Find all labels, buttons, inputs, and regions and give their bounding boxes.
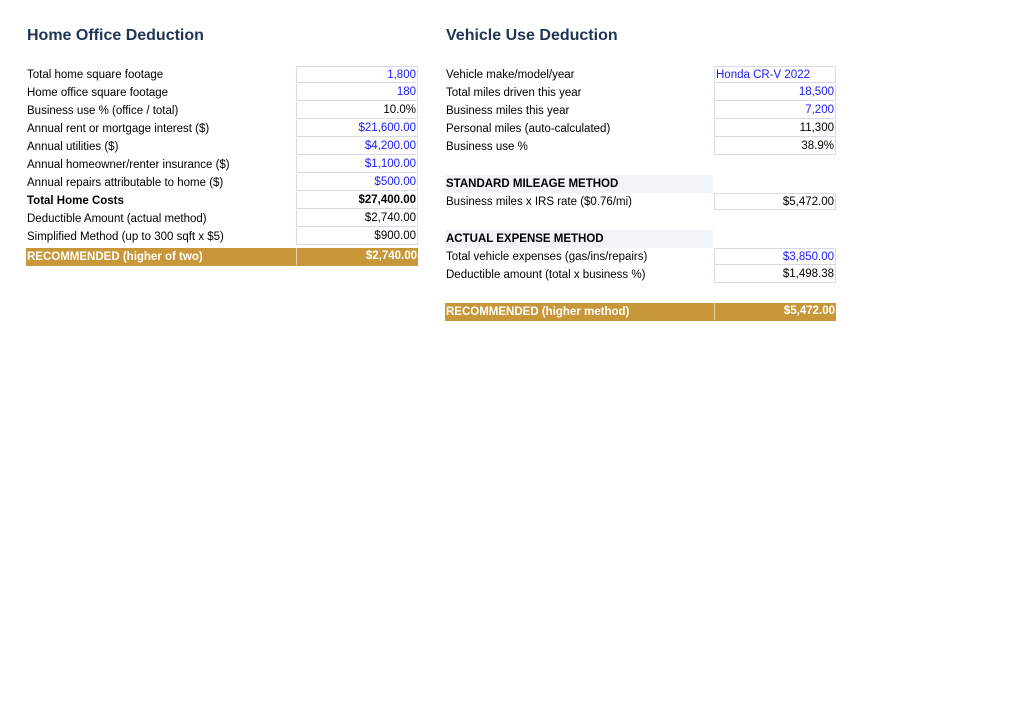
vehicle-recommended-value[interactable]: $5,472.00: [714, 303, 836, 320]
row-label: Simplified Method (up to 300 sqft x $5): [27, 231, 224, 243]
insurance-cell[interactable]: $1,100.00: [296, 156, 418, 173]
row-label: Total vehicle expenses (gas/ins/repairs): [446, 251, 648, 263]
section-header-label: STANDARD MILEAGE METHOD: [445, 175, 713, 193]
row-label: Total miles driven this year: [446, 87, 582, 99]
section-header-label: ACTUAL EXPENSE METHOD: [445, 230, 713, 248]
row-label: Deductible amount (total x business %): [446, 269, 646, 281]
vehicle-business-pct-cell[interactable]: 38.9%: [714, 138, 836, 155]
row-label: Business use % (office / total): [27, 105, 179, 117]
recommended-label: RECOMMENDED (higher method): [446, 306, 630, 318]
business-pct-cell[interactable]: 10.0%: [296, 102, 418, 119]
row-label: Personal miles (auto-calculated): [446, 123, 611, 135]
row-label: Business miles this year: [446, 105, 570, 117]
vehicle-expenses-cell[interactable]: $3,850.00: [714, 248, 836, 265]
row-label: Annual repairs attributable to home ($): [27, 177, 224, 189]
personal-miles-cell[interactable]: 11,300: [714, 120, 836, 137]
utilities-cell[interactable]: $4,200.00: [296, 138, 418, 155]
total-sqft-cell[interactable]: 1,800: [296, 66, 418, 83]
row-label: Annual rent or mortgage interest ($): [27, 123, 210, 135]
row-label: Business miles x IRS rate ($0.76/mi): [446, 196, 632, 208]
deductible-actual-cell[interactable]: $2,740.00: [296, 210, 418, 227]
standard-mileage-cell[interactable]: $5,472.00: [714, 193, 836, 210]
row-label: Deductible Amount (actual method): [27, 213, 207, 225]
row-label: Business use %: [446, 141, 528, 153]
vehicle-model-cell[interactable]: Honda CR-V 2022: [714, 66, 836, 83]
row-label: Total Home Costs: [27, 195, 124, 207]
home-office-title: Home Office Deduction: [27, 27, 204, 44]
office-sqft-cell[interactable]: 180: [296, 84, 418, 101]
home-recommended-value[interactable]: $2,740.00: [296, 248, 418, 265]
business-miles-cell[interactable]: 7,200: [714, 102, 836, 119]
vehicle-title: Vehicle Use Deduction: [446, 27, 618, 44]
total-miles-cell[interactable]: 18,500: [714, 84, 836, 101]
vehicle-recommended-row: [445, 303, 836, 321]
home-recommended-row: [26, 248, 418, 266]
row-label: Annual homeowner/renter insurance ($): [27, 159, 230, 171]
row-label: Vehicle make/model/year: [446, 69, 575, 81]
simplified-cell[interactable]: $900.00: [296, 228, 418, 245]
rent-cell[interactable]: $21,600.00: [296, 120, 418, 137]
recommended-label: RECOMMENDED (higher of two): [27, 251, 203, 263]
row-label: Annual utilities ($): [27, 141, 119, 153]
row-label: Home office square footage: [27, 87, 169, 99]
vehicle-deductible-cell[interactable]: $1,498.38: [714, 266, 836, 283]
row-label: Total home square footage: [27, 69, 164, 81]
total-costs-cell[interactable]: $27,400.00: [296, 192, 418, 209]
repairs-cell[interactable]: $500.00: [296, 174, 418, 191]
